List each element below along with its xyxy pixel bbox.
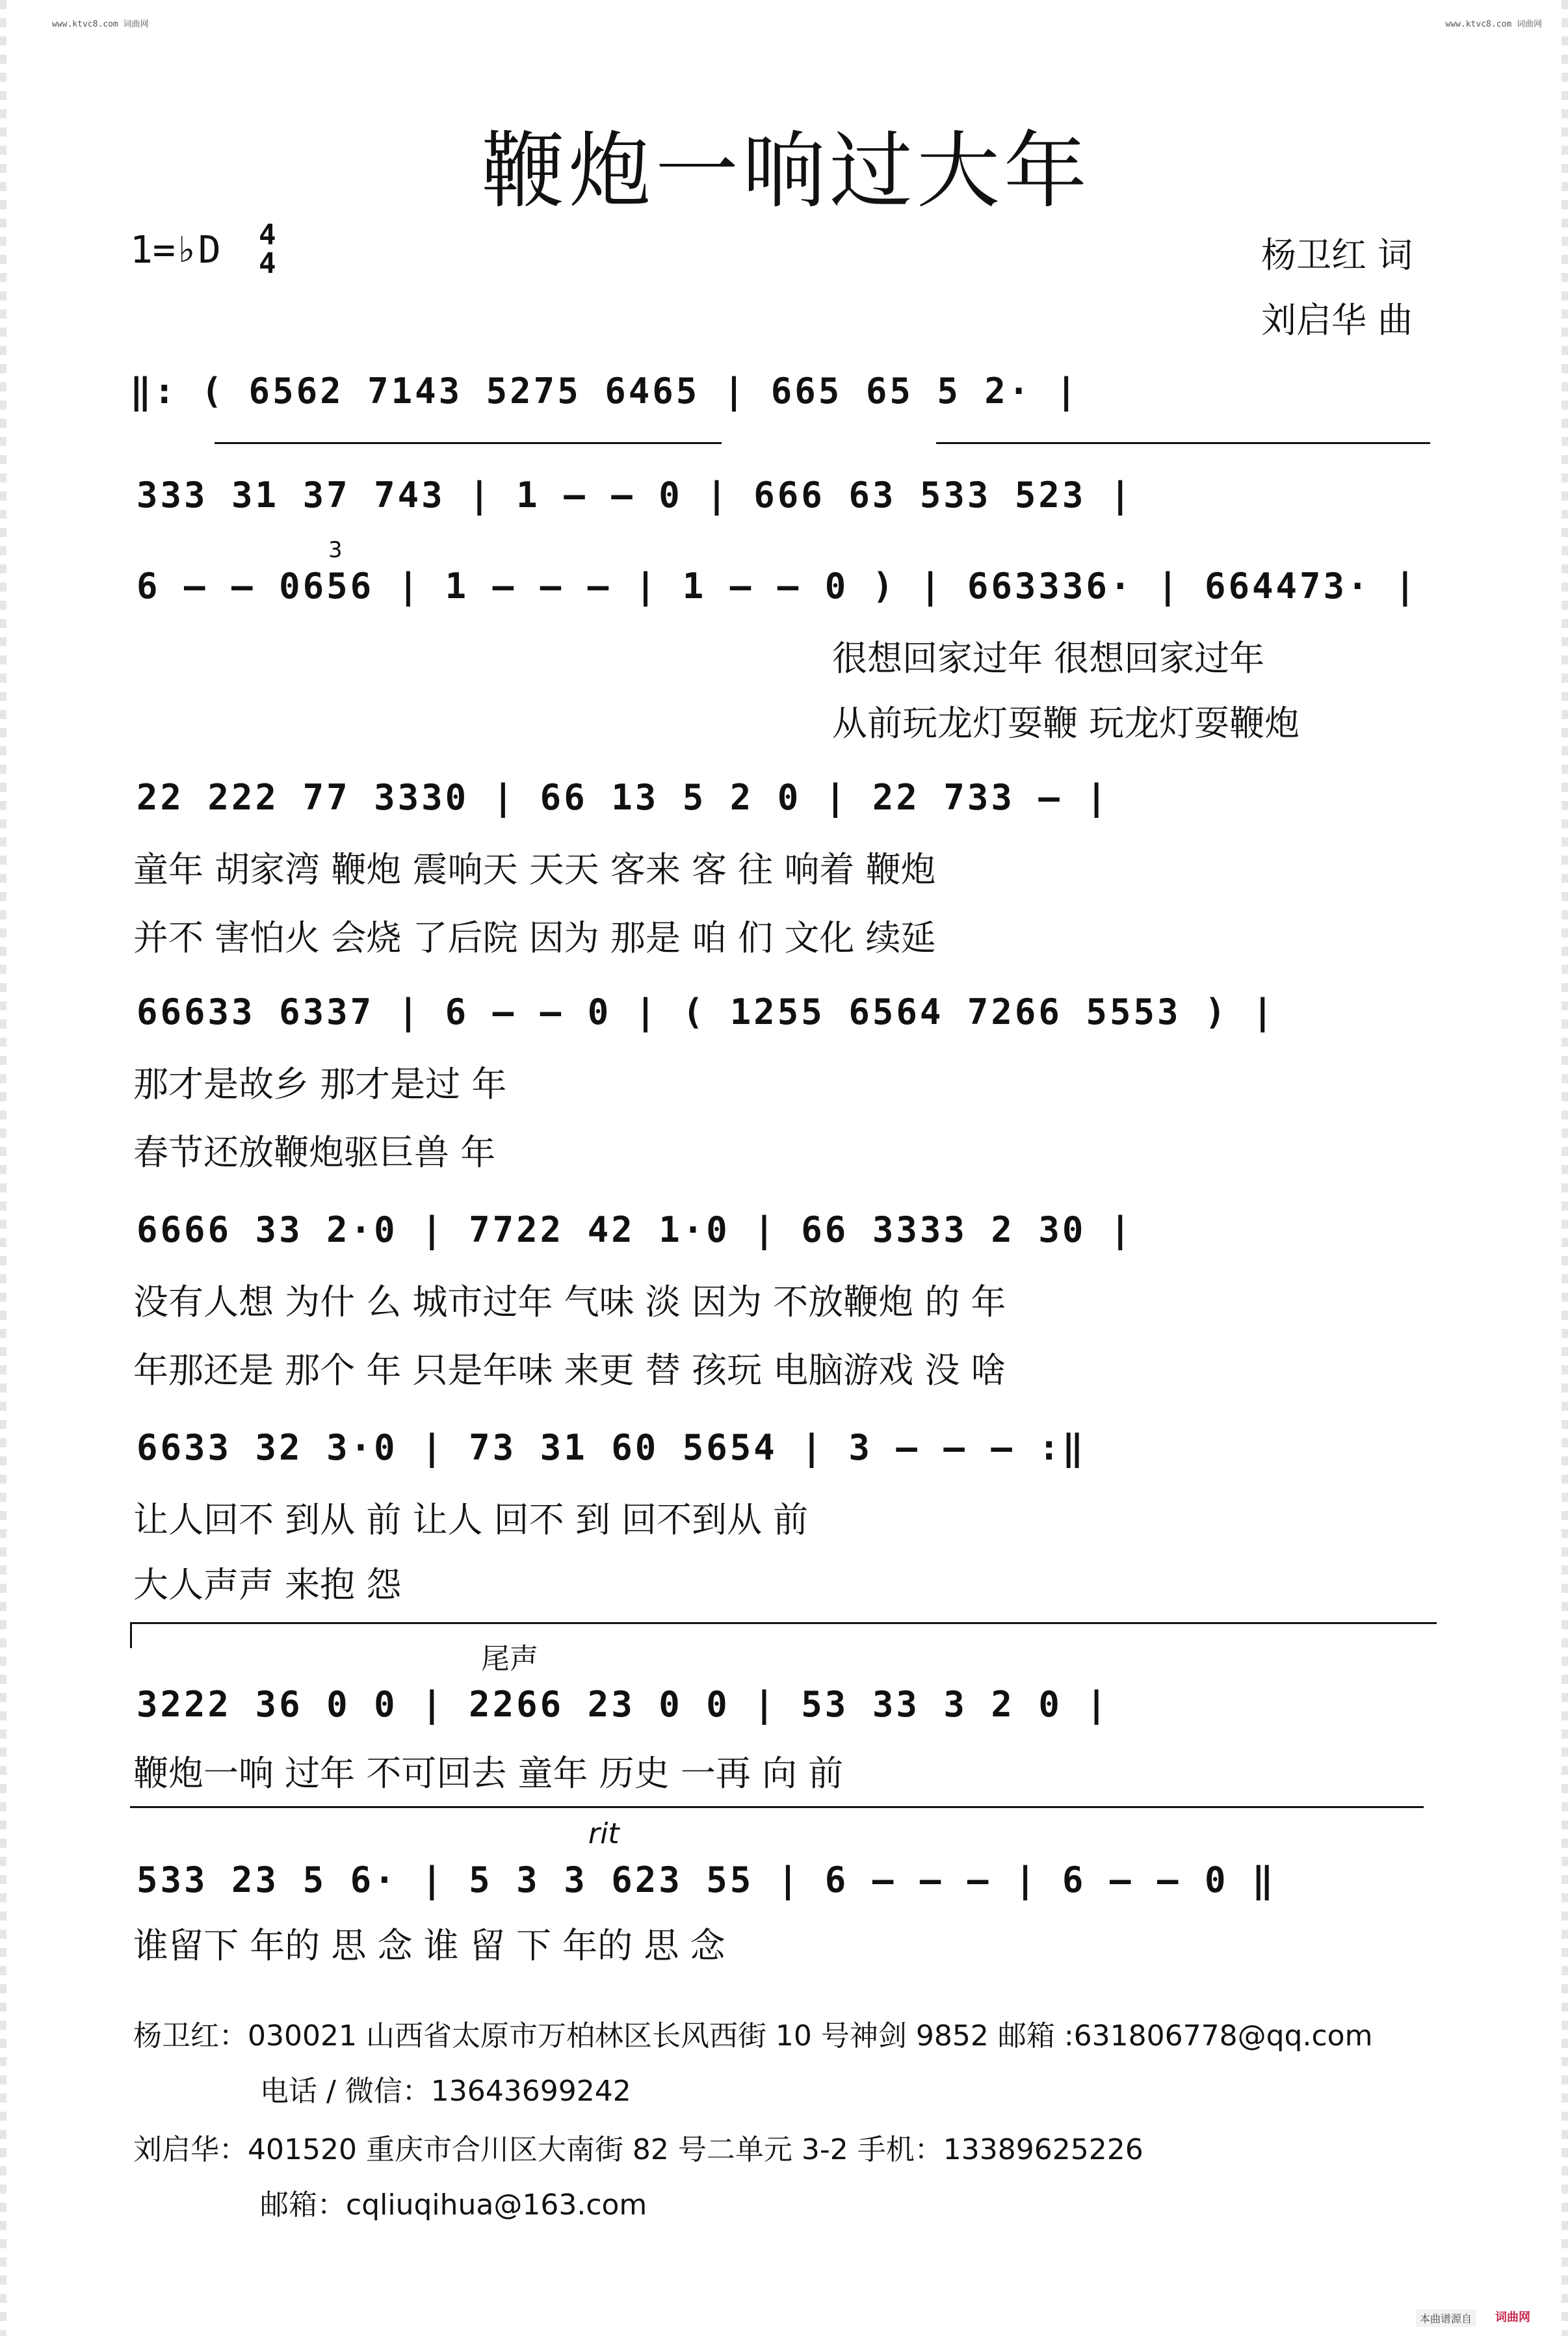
contact-line-3: 刘启华：401520 重庆市合川区大南街 82 号二单元 3-2 手机：13389625226 [133, 2133, 1143, 2166]
coda-label: 尾声 [481, 1642, 538, 1675]
system-8-notes: 3222 36 0 0 | 2266 23 0 0 | 53 33 3 2 0 | [137, 1684, 1110, 1725]
system-1-notes: ‖: ( 6562 7143 5275 6465 | 665 65 5 2· | [130, 371, 1080, 412]
system-4-lyric-2: 并不 害怕火 会烧 了后院 因为 那是 咱 们 文化 续延 [133, 917, 936, 958]
coda-bracket-top [130, 1622, 1437, 1624]
time-signature [259, 218, 276, 280]
song-title: 鞭炮一响过大年 [481, 123, 1091, 220]
key-signature: 1=♭D [130, 228, 221, 272]
triplet-mark: 3 [328, 537, 343, 563]
system-4-lyric-1: 童年 胡家湾 鞭炮 震响天 天天 客来 客 往 响着 鞭炮 [133, 849, 936, 890]
system-7-notes: 6633 32 3·0 | 73 31 60 5654 | 3 – – – :‖ [137, 1427, 1086, 1468]
system-5-notes: 66633 6337 | 6 – – 0 | ( 1255 6564 7266 5553 ) | [137, 991, 1276, 1032]
system-7-lyric-1: 让人回不 到从 前 让人 回不 到 回不到从 前 [133, 1499, 809, 1540]
system-3-notes: 6 – – 0656 | 1 – – – | 1 – – 0 ) | 663336· | 664473· | [137, 566, 1418, 607]
system-6-notes: 6666 33 2·0 | 7722 42 1·0 | 66 3333 2 30 | [137, 1209, 1134, 1250]
contact-line-1: 杨卫红：030021 山西省太原市万柏林区长风西街 10 号神剑 9852 邮箱 :631806778@qq.com [133, 2019, 1373, 2053]
watermark-right: www.ktvc8.com 词曲网 [1445, 20, 1542, 29]
time-signature-top: 4 [259, 218, 276, 252]
system-4-notes: 22 222 77 3330 | 66 13 5 2 0 | 22 733 – | [137, 777, 1110, 818]
right-border-strip [1561, 0, 1568, 2336]
contact-line-2: 电话 / 微信：13643699242 [260, 2075, 631, 2108]
system-6-lyric-2: 年那还是 那个 年 只是年味 来更 替 孩玩 电脑游戏 没 啥 [133, 1350, 1006, 1391]
system-9-notes: 533 23 5 6· | 5 3 3 623 55 | 6 – – – | 6 – – 0 ‖ [137, 1859, 1276, 1900]
system-7-lyric-2: 大人声声 来抱 怨 [133, 1564, 402, 1605]
footer-source: 本曲谱源自 [1416, 2309, 1476, 2327]
system-5-lyric-1: 那才是故乡 那才是过 年 [133, 1064, 507, 1105]
left-border-strip [0, 0, 7, 2336]
footer-brand-logo: 词曲网 [1495, 2311, 1530, 2324]
watermark-left: www.ktvc8.com 词曲网 [52, 20, 149, 29]
system-2-notes: 333 31 37 743 | 1 – – 0 | 666 63 533 523 | [137, 475, 1134, 516]
coda-bracket-bottom [130, 1806, 1424, 1808]
time-signature-bottom: 4 [259, 247, 276, 280]
crescendo-line [215, 442, 722, 444]
coda-bracket-left [130, 1622, 132, 1648]
system-3-lyric-2: 从前玩龙灯耍鞭 玩龙灯耍鞭炮 [832, 703, 1300, 744]
system-8-lyric-1: 鞭炮一响 过年 不可回去 童年 历史 一再 向 前 [133, 1753, 844, 1794]
lyricist-credit: 杨卫红 词 [1261, 235, 1413, 276]
contact-line-4: 邮箱：cqliuqihua@163.com [260, 2188, 647, 2222]
composer-credit: 刘启华 曲 [1261, 300, 1413, 341]
crescendo-line [936, 442, 1430, 444]
system-5-lyric-2: 春节还放鞭炮驱巨兽 年 [133, 1132, 496, 1173]
ritardando-mark: rit [588, 1817, 620, 1850]
system-6-lyric-1: 没有人想 为什 么 城市过年 气味 淡 因为 不放鞭炮 的 年 [133, 1281, 1006, 1322]
system-3-lyric-1: 很想回家过年 很想回家过年 [832, 638, 1265, 679]
system-9-lyric-1: 谁留下 年的 思 念 谁 留 下 年的 思 念 [133, 1925, 725, 1966]
